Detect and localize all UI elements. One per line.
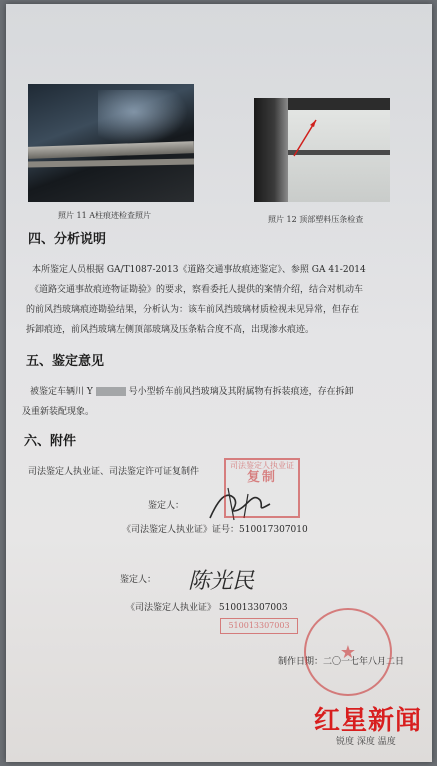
- photo-top-trim: [254, 98, 390, 202]
- document-page: [6, 4, 432, 762]
- section5-line-1-rest: 号小型轿车前风挡玻璃及其附属物有拆装痕迹，存在拆卸: [128, 387, 354, 397]
- appraiser2-label: 鉴定人：: [120, 575, 157, 585]
- license-number-1: 510017307010: [239, 525, 308, 535]
- watermark-logo: [314, 706, 430, 747]
- seal-star-icon: ★: [339, 641, 357, 663]
- date-label: 制作日期：: [278, 657, 324, 667]
- section6-heading: 六、附件: [24, 434, 77, 449]
- photo-seal-strip: [28, 141, 194, 159]
- section4-line-3: 的前风挡玻璃痕迹勘验结果，分析认为：该车前风挡玻璃材质检视未见异常，但存在: [26, 305, 360, 315]
- attachments-text: 司法鉴定人执业证、司法鉴定许可证复制件: [28, 467, 200, 477]
- appraiser1-label: 鉴定人：: [148, 501, 185, 511]
- stamp-rect-title: 复制: [246, 470, 277, 485]
- brand-name: 红星新闻: [314, 706, 423, 736]
- section5-line-2: 及重新装配现象。: [22, 407, 95, 417]
- license-number-2: 510013307003: [218, 603, 288, 613]
- section4-line-4: 拆卸痕迹，前风挡玻璃左侧顶部玻璃及压条粘合度不高，出现渗水痕迹。: [26, 325, 315, 335]
- section4-line-1: 本所鉴定人员根据 GA/T1087-2013《道路交通事故痕迹鉴定》、参照 GA 41-2014: [32, 265, 366, 275]
- license-label-1: 《司法鉴定人执业证》证号：: [122, 525, 240, 535]
- plate-prefix: 被鉴定车辆川 Y: [30, 387, 93, 397]
- section5-heading: 五、鉴定意见: [26, 354, 105, 369]
- brand-slogan: 锐度 深度 温度: [336, 737, 396, 747]
- photo12-caption: 照片 12 顶部塑料压条检查: [268, 215, 364, 224]
- photo11-caption: 照片 11 A柱痕迹检查照片: [58, 211, 152, 220]
- photo-a-pillar: [28, 84, 194, 202]
- license-label-2: 《司法鉴定人执业证》: [126, 603, 217, 613]
- stamp-rect-top: 司法鉴定人执业证: [230, 461, 294, 470]
- license-copy-stamp: [224, 458, 300, 518]
- license-row-1: [122, 522, 308, 535]
- photo-glass-reflection: [98, 90, 188, 145]
- official-seal-stamp: [304, 608, 392, 696]
- photo-seal-strip-lower: [28, 159, 194, 168]
- arrow-icon: [254, 98, 390, 202]
- date-value: 二〇一七年八月二日: [323, 657, 405, 667]
- section4-heading: 四、分析说明: [28, 232, 107, 247]
- license-row-2: [126, 600, 288, 613]
- section5-line-1: [30, 384, 354, 397]
- license-number-stamp: 510013307003: [220, 618, 298, 634]
- signature-2: 陈光民: [188, 569, 255, 594]
- plate-mask: [96, 387, 126, 396]
- section4-line-2: 《道路交通事故痕迹物证勘验》的要求，察看委托人提供的案情介绍，结合对机动车: [30, 285, 364, 295]
